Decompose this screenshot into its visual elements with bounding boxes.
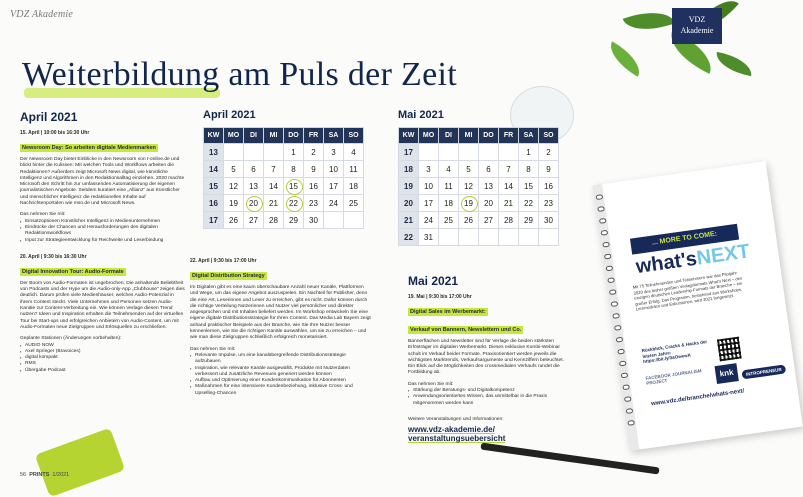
calendar-day: 21 <box>499 195 519 212</box>
calendar-week-number: 17 <box>399 144 419 161</box>
marker-decoration <box>35 428 126 497</box>
calendar-week-row <box>399 144 559 161</box>
takeaway-item: ▪ Einsatzoptionen Künstlicher Intelligenz in Medienunternehmen <box>20 219 186 225</box>
whats-next-logo: what'sNEXT <box>634 240 752 279</box>
calendar-day: 10 <box>324 161 344 178</box>
event-title: Newsroom Day: So arbeiten digitale Medienmarken <box>22 145 156 151</box>
station-item: ▪ Übergabe Podcast <box>20 368 186 374</box>
calendar-week-number: 20 <box>399 195 419 212</box>
calendar-day: 27 <box>244 212 264 229</box>
section-label: VDZ Akademie <box>10 9 74 20</box>
calendar-day: 15 <box>519 178 539 195</box>
whats-next-url[interactable]: www.vdz.de/branche/whats-next/ <box>650 388 745 408</box>
may-event <box>408 274 568 443</box>
calendar-day: 14 <box>264 178 284 195</box>
cal-header: DO <box>479 128 499 144</box>
event-title: Digital Distribution Strategy <box>192 273 265 279</box>
station-item: ▪ digital kompakt <box>20 355 186 361</box>
middle-event <box>190 258 372 397</box>
cal-header: DI <box>244 128 264 144</box>
calendar-day: 10 <box>419 178 439 195</box>
calendar-day <box>459 229 479 246</box>
calendar-day: 3 <box>419 161 439 178</box>
cal-header: DO <box>284 128 304 144</box>
whats-next-notebook <box>592 161 803 451</box>
calendar-day: 29 <box>519 212 539 229</box>
event-body: Bannerflächen und Newsletter sind für Verlage die beiden stärksten Erlösträger im digitalen Werbemarkt. Dieses exklusive Kombi-Webinar schult im Verkauf beider Formate. Praxisorientiert werden jeweils die wichtigsten Marktrends, Verkaufsargumente und Kennziffern beleuchtet. Ein Blick auf die Möglichkeiten des crossmedialen Verkaufs rundet die Fortbildung ab. <box>408 339 564 376</box>
cal-header: MI <box>264 128 284 144</box>
magazine-name: PRINTS <box>29 472 50 478</box>
calendar-day: 25 <box>344 195 364 212</box>
event-title: Digital Innovation Tour: Audio-Formate <box>22 268 124 275</box>
calendar-day: 4 <box>344 144 364 161</box>
station-item: ▪ Axel Springer (Bravoices) <box>20 349 186 355</box>
calendar-day: 23 <box>539 195 559 212</box>
calendar-day: 13 <box>244 178 264 195</box>
cal-header: MI <box>459 128 479 144</box>
intropreneur-logo: INTROPRENEUR <box>741 364 786 379</box>
takeaway-item: ▪ Anwendungsorientiertes Wissen, das unmittelbar in die Praxis mitgenommen werden kann <box>408 394 568 407</box>
calendar-day: 28 <box>499 212 519 229</box>
page-number: 56 <box>20 472 27 478</box>
calendar-body <box>399 144 559 246</box>
knk-logo: knk <box>715 363 739 384</box>
calendar-day: 11 <box>344 161 364 178</box>
calendar-day: 27 <box>479 212 499 229</box>
calendar-day: 12 <box>224 178 244 195</box>
calendar-day: 30 <box>539 212 559 229</box>
calendar-day: 12 <box>459 178 479 195</box>
notebook-text: Mit 75 Teilnehmenden und Teilnehmern war das Pilotjahr 2020 des bisher größten Verlagsformats What's Next – des einzigen deutschen Leadership-Formats der Branche – ein großer Erfolg. Das Programm, bestehend aus Workshops, Lernmodulen und Exkursionen, wird 2021 fortgesetzt. <box>632 270 743 312</box>
cal-header: MO <box>224 128 244 144</box>
qr-code-icon <box>717 337 742 362</box>
calendar-day: 26 <box>459 212 479 229</box>
calendar-week-number: 17 <box>204 212 224 229</box>
cal-header: KW <box>204 128 224 144</box>
event-title: Verkauf von Bannern, Newslettern und Co. <box>410 327 522 333</box>
calendar-day: 16 <box>304 178 324 195</box>
calendar-day: 8 <box>284 161 304 178</box>
event-time: 20. April | 9:30 bis 16:30 Uhr <box>20 253 87 260</box>
takeaway-label: Das nehmen Sie mit: <box>20 212 66 218</box>
cal-header: FR <box>304 128 324 144</box>
station-item: ▪ RMS <box>20 361 186 367</box>
calendar-day: 28 <box>264 212 284 229</box>
takeaway-item: ▪ Relevante Impulse, um eine kanalübergreifende Distributionsstrategie aufzubauen <box>190 353 372 366</box>
cal-header: SA <box>324 128 344 144</box>
page-title: Weiterbildung am Puls der Zeit <box>22 56 457 93</box>
calendar-title: April 2021 <box>203 109 256 121</box>
calendar-day: 8 <box>519 161 539 178</box>
more-info-label: Weitere Veranstaltungen und Informationen: <box>408 416 504 422</box>
more-to-come-banner: ... MORE TO COME: <box>630 224 739 255</box>
calendar-body <box>204 144 364 229</box>
event-body: Der Newsroom Day bietet Einblicke in den Newsroom von t-online.de und blickt hinter die Kulissen: Mit welchen Tools und Workflows arbeiten die Redaktionen? Außerdem zeigt Microsoft News digital, wie künstliche Intelligenz und Algorithmen in den Redaktionsalltag einziehen. 2020 machte Microsoft den Schritt hin zur umfassenden Automatisierung der eigenen journalistischen Angebote. Seitdem kuratiert eine „Allianz“ aus Künstlicher und menschlicher Intelligenz die redaktionellen Inhalte auf Nachrichtenportalen wie msn.de und Microsoft News. <box>20 157 185 207</box>
calendar-day <box>479 229 499 246</box>
takeaway-item: ▪ Inspiration, wie relevante Kanäle ausgewählt, Produkte mit Nutzerdaten verbessert und zusätzliche Revenues generiert werden können <box>190 366 372 379</box>
calendar-day: 17 <box>324 178 344 195</box>
station-item: ▪ AUDIO NOW <box>20 343 186 349</box>
takeaway-item: ▪ Maßnahmen für eine intensivere Kundenbeziehung, inklusive Cross- und Upselling-Chancen <box>190 384 372 397</box>
calendar-day <box>459 144 479 161</box>
calendar-day: 20 <box>479 195 499 212</box>
calendar-day: 26 <box>224 212 244 229</box>
calendar-day: 9 <box>539 161 559 178</box>
event-body: Im Digitalen gibt es eine kaum überschaubare Anzahl neuer Kanäle, Plattformen und Wege, um das eigene Angebot auszuspielen. Ein Nachteil für Publisher, denn die eine Art, Leserinnen und Leser zu erreichen, gibt es nicht. Dafür können durch die richtige Verteilung Nutzerinnen und Nutzer viel persönlicher und direkter angesprochen und mit Inhalten beliefert werden. Im Workshop entwickeln Sie eine eigene digitale Distributionsstrategie für Ihren Content. Das Media Lab Bayern zeigt anhand praktischer Beispiele aus der Branche, wie Sie Ihre Nutzer besser kennenlernen, wie Sie die richtigen Kanäle auswählen, um sie zu erreichen – und wie man diese Zielgruppen schließlich erfolgreich monetarisiert. <box>190 285 371 341</box>
takeaway-item: ▪ Input zur Strategieentwicklung für Reichweite und Leserbindung <box>20 238 186 244</box>
event-time: 19. Mai | 9:30 bis 17:00 Uhr <box>408 294 472 300</box>
event-time: 22. April | 9:30 bis 17:00 Uhr <box>190 258 257 264</box>
calendar-week-number: 19 <box>399 178 419 195</box>
calendar-day: 25 <box>439 212 459 229</box>
calendar-day: 30 <box>304 212 324 229</box>
month-heading: Mai 2021 <box>408 274 459 288</box>
takeaway-item: ▪ Aufbau und Optimierung einer Kundenkommunikation für Abonnenten <box>190 378 372 384</box>
calendar-day: 7 <box>499 161 519 178</box>
takeaway-item: ▪ Stärkung der Beratungs- und Digitalkompetenz <box>408 388 568 394</box>
calendar-day: 5 <box>224 161 244 178</box>
calendar-week-number: 16 <box>204 195 224 212</box>
website-link[interactable]: www.vdz-akademie.de/ veranstaltungsuebersicht <box>408 425 506 444</box>
cal-header: SA <box>519 128 539 144</box>
calendar-week-row <box>204 195 364 212</box>
takeaway-label: Das nehmen Sie mit: <box>408 381 454 387</box>
calendar-week-row <box>399 212 559 229</box>
calendar-day <box>324 212 344 229</box>
calendar-week-row <box>399 229 559 246</box>
calendar-day <box>499 144 519 161</box>
takeaway-label: Das nehmen Sie mit: <box>190 346 236 352</box>
calendar-day: 2 <box>539 144 559 161</box>
cal-header: SO <box>539 128 559 144</box>
page-footer <box>20 472 69 478</box>
calendar-day <box>419 144 439 161</box>
calendar-day <box>519 229 539 246</box>
calendar-week-number: 15 <box>204 178 224 195</box>
calendar-week-number: 18 <box>399 161 419 178</box>
cal-header: SO <box>344 128 364 144</box>
event-body: Der Boom von Audio-Formaten ist ungebrochen. Die anhaltende Beliebtheit von Podcasts und der Hype um die Audio-only-App „Clubhouse“ zeigen dies deutlich. Darum prüfen viele Medienhäuser, welches Audio-Potenzial in ihrem Content steckt. Viele Unternehmen und Personen setzen Audio-Kanäle zur Content-Verbreitung ein. Wie können Verlage diesen Trend nutzen? Ideen und Inspiration erhalten die Teilnehmenden auf der virtuellen Tour bei Start-ups und erfolgreichen Anbietern von Audio-Content, um mit Audio-Formaten neue Zielgruppen und Erlösquellen zu erschließen. <box>20 280 185 330</box>
calendar-day: 17 <box>419 195 439 212</box>
calendar-day <box>224 144 244 161</box>
calendar-day <box>344 212 364 229</box>
calendar-day: 5 <box>459 161 479 178</box>
calendar-week-row <box>399 195 559 212</box>
calendar-week-number: 14 <box>204 161 224 178</box>
cal-header: KW <box>399 128 419 144</box>
calendar-day <box>499 229 519 246</box>
calendar-day <box>439 144 459 161</box>
calendar-day: 24 <box>324 195 344 212</box>
calendar-week-row <box>204 178 364 195</box>
calendar-day: 7 <box>264 161 284 178</box>
facebook-journalism-logo: FACEBOOK JOURNALISM PROJECT <box>645 368 702 386</box>
takeaway-item: ▪ Eindrücke der Chancen und Herausforderungen des digitalen Redaktionsworkflows <box>20 225 186 238</box>
calendar-day: 20 <box>244 195 264 212</box>
calendar-day: 31 <box>419 229 439 246</box>
calendar-week-number: 22 <box>399 229 419 246</box>
calendar-may <box>398 127 559 246</box>
calendar-day: 18 <box>344 178 364 195</box>
calendar-day: 1 <box>284 144 304 161</box>
calendar-title: Mai 2021 <box>398 109 444 121</box>
stations-label: Geplante Stationen (Änderungen vorbehalten): <box>20 336 122 342</box>
calendar-day: 4 <box>439 161 459 178</box>
calendar-week-row <box>204 144 364 161</box>
cal-header: MO <box>419 128 439 144</box>
calendar-day: 13 <box>479 178 499 195</box>
calendar-day <box>539 229 559 246</box>
month-heading: April 2021 <box>20 110 78 124</box>
feedback-link[interactable]: Rückblick, Cracks & Hacks der letzten Jahre: https://bit.ly/3aOwewA <box>641 339 708 365</box>
calendar-week-number: 21 <box>399 212 419 229</box>
calendar-day: 22 <box>284 195 304 212</box>
event-time: 15. April | 10:00 bis 16:30 Uhr <box>20 130 90 136</box>
calendar-day: 6 <box>244 161 264 178</box>
calendar-day: 19 <box>459 195 479 212</box>
calendar-week-row <box>204 161 364 178</box>
calendar-week-number: 13 <box>204 144 224 161</box>
calendar-day: 15 <box>284 178 304 195</box>
calendar-day: 19 <box>224 195 244 212</box>
calendar-day: 23 <box>304 195 324 212</box>
calendar-day: 14 <box>499 178 519 195</box>
calendar-day: 3 <box>324 144 344 161</box>
calendar-day: 24 <box>419 212 439 229</box>
calendar-week-row <box>204 212 364 229</box>
calendar-day: 22 <box>519 195 539 212</box>
calendar-day: 11 <box>439 178 459 195</box>
april-events-column <box>20 110 186 374</box>
calendar-week-row <box>399 161 559 178</box>
vdz-logo: VDZ Akademie <box>672 8 722 44</box>
calendar-day <box>264 144 284 161</box>
calendar-day: 16 <box>539 178 559 195</box>
calendar-day: 29 <box>284 212 304 229</box>
calendar-week-row <box>399 178 559 195</box>
calendar-day: 21 <box>264 195 284 212</box>
calendar-day <box>244 144 264 161</box>
cal-header: DI <box>439 128 459 144</box>
calendar-day <box>439 229 459 246</box>
calendar-day: 9 <box>304 161 324 178</box>
issue-number: 1/2021 <box>52 472 70 478</box>
calendar-day: 2 <box>304 144 324 161</box>
calendar-day: 18 <box>439 195 459 212</box>
calendar-day: 6 <box>479 161 499 178</box>
calendar-day: 1 <box>519 144 539 161</box>
event-title: Digital Sales im Werbemarkt: <box>410 309 486 315</box>
calendar-day <box>479 144 499 161</box>
cal-header: FR <box>499 128 519 144</box>
calendar-april <box>203 127 364 229</box>
